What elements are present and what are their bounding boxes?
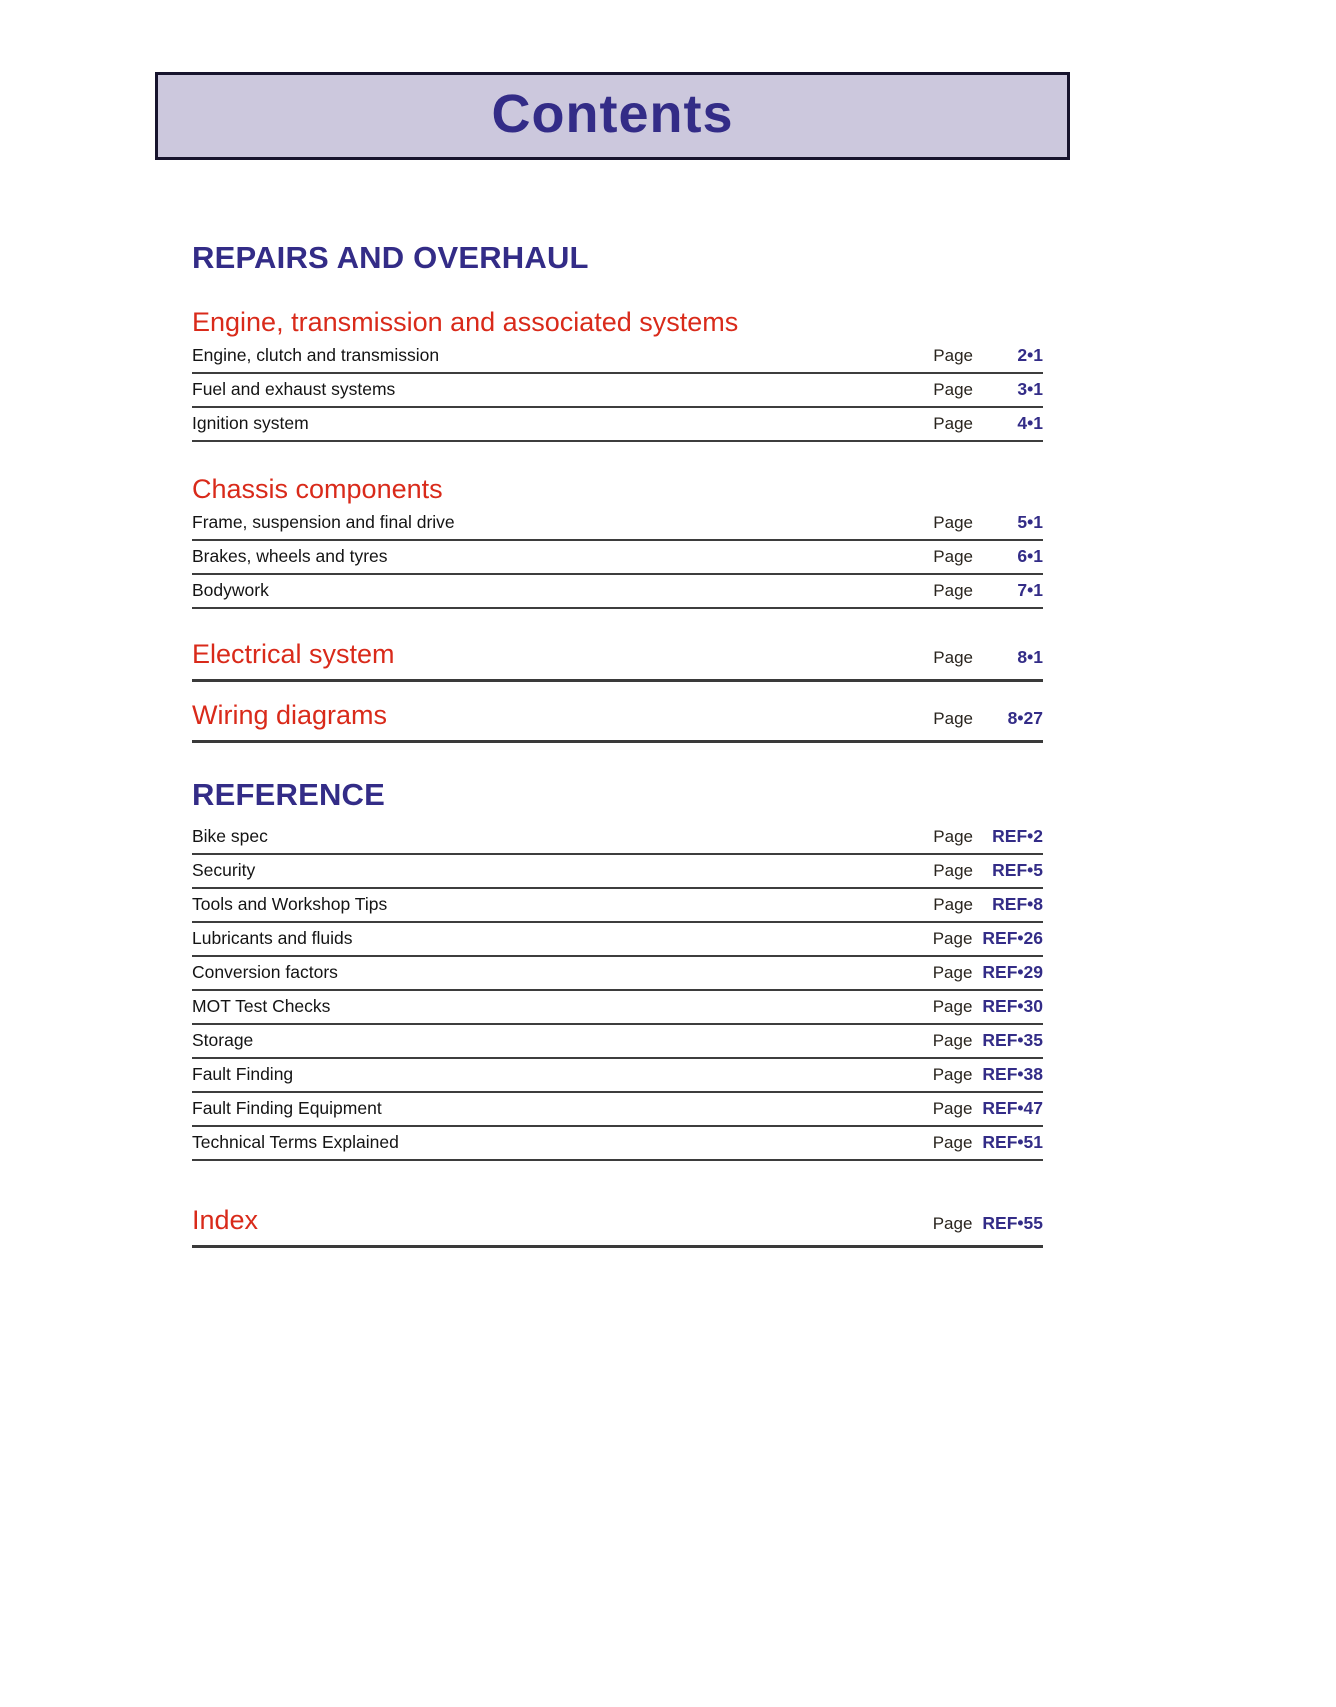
page-ref [933, 894, 1043, 915]
page-word: Page [933, 512, 973, 532]
toc-row [192, 923, 1043, 957]
page-word: Page [932, 963, 973, 983]
page-ref [933, 962, 1043, 983]
page-word: Page [932, 1031, 973, 1051]
toc-item-label: Fuel and exhaust systems [192, 378, 396, 399]
toc-item-label: Conversion factors [192, 962, 338, 983]
page-number: 4•1 [1017, 412, 1043, 433]
toc-row [192, 855, 1043, 889]
toc-row [192, 957, 1043, 991]
page-ref [933, 1132, 1043, 1153]
page-title: Contents [491, 84, 734, 144]
toc-item-label: Tools and Workshop Tips [192, 894, 388, 915]
page-word: Page [933, 546, 973, 566]
toc-row [192, 1093, 1043, 1127]
page-word: Page [932, 1133, 973, 1153]
page-word: Page [933, 708, 973, 728]
toc-item-label: Fault Finding [192, 1064, 294, 1085]
page-word: Page [933, 827, 973, 847]
group-heading-chassis-components: Chassis components [192, 473, 443, 504]
page-word: Page [933, 895, 973, 915]
toc-row [192, 1127, 1043, 1161]
page-word: Page [932, 929, 973, 949]
page-number: 8•27 [1007, 707, 1043, 728]
page-word: Page [933, 413, 973, 433]
page-ref [933, 860, 1043, 881]
toc-section-row-index [192, 1205, 1043, 1248]
section-title-electrical-system: Electrical system [192, 638, 395, 669]
page-word: Page [932, 1065, 973, 1085]
page-number: REF•2 [992, 826, 1043, 847]
page-number: REF•51 [982, 1132, 1043, 1153]
toc-row [192, 507, 1043, 541]
toc-item-label: Bodywork [192, 579, 269, 600]
page-title-box [155, 72, 1070, 160]
group-heading-engine-transmission: Engine, transmission and associated systems [192, 306, 739, 337]
toc-row [192, 575, 1043, 609]
page-ref [933, 580, 1043, 601]
toc-content [192, 242, 1043, 1248]
toc-item-label: Fault Finding Equipment [192, 1098, 382, 1119]
page-ref [933, 1030, 1043, 1051]
page-number: REF•29 [982, 962, 1043, 983]
page-number: REF•5 [992, 860, 1043, 881]
page-ref [933, 1213, 1043, 1234]
page-ref [933, 512, 1043, 533]
page-number: 2•1 [1017, 344, 1043, 365]
page-number: REF•8 [992, 894, 1043, 915]
toc-item-label: Security [192, 860, 256, 881]
page-ref [933, 413, 1043, 434]
page-number: REF•47 [982, 1098, 1043, 1119]
toc-item-label: Technical Terms Explained [192, 1132, 399, 1153]
page-ref [933, 647, 1043, 668]
toc-item-label: Engine, clutch and transmission [192, 344, 440, 365]
toc-row [192, 408, 1043, 442]
page-ref [933, 1098, 1043, 1119]
page-number: 7•1 [1017, 579, 1043, 600]
page-number: REF•26 [982, 928, 1043, 949]
toc-row [192, 991, 1043, 1025]
page-ref [933, 345, 1043, 366]
toc-item-label: Ignition system [192, 412, 309, 433]
toc-item-label: MOT Test Checks [192, 996, 331, 1017]
page-number: 3•1 [1017, 378, 1043, 399]
toc-item-label: Lubricants and fluids [192, 928, 353, 949]
page-ref [933, 928, 1043, 949]
toc-section-row-wiring-diagrams [192, 700, 1043, 743]
heading-reference: REFERENCE [192, 776, 385, 812]
toc-row [192, 821, 1043, 855]
page-word: Page [933, 379, 973, 399]
toc-item-label: Brakes, wheels and tyres [192, 545, 388, 566]
page-number: 8•1 [1017, 646, 1043, 667]
page-number: REF•38 [982, 1064, 1043, 1085]
page-number: REF•30 [982, 996, 1043, 1017]
toc-row [192, 541, 1043, 575]
toc-row [192, 889, 1043, 923]
page-ref [933, 826, 1043, 847]
page-word: Page [933, 861, 973, 881]
toc-item-label: Storage [192, 1030, 254, 1051]
page-ref [933, 1064, 1043, 1085]
section-title-wiring-diagrams: Wiring diagrams [192, 699, 388, 730]
section-title-index: Index [192, 1205, 259, 1236]
page-word: Page [932, 1214, 973, 1234]
toc-group-engine [192, 340, 1043, 442]
page-word: Page [933, 345, 973, 365]
toc-section-row-electrical-system [192, 639, 1043, 682]
toc-group-chassis [192, 507, 1043, 609]
toc-row [192, 340, 1043, 374]
page-number: REF•55 [982, 1213, 1043, 1234]
page-ref [933, 708, 1043, 729]
page-number: 5•1 [1017, 511, 1043, 532]
page-word: Page [933, 580, 973, 600]
page-word: Page [933, 647, 973, 667]
page-word: Page [932, 1099, 973, 1119]
page-ref [933, 996, 1043, 1017]
page-word: Page [932, 997, 973, 1017]
page-ref [933, 379, 1043, 400]
toc-row [192, 1059, 1043, 1093]
toc-group-reference [192, 821, 1043, 1161]
toc-row [192, 1025, 1043, 1059]
toc-item-label: Bike spec [192, 826, 268, 847]
toc-row [192, 374, 1043, 408]
page-number: REF•35 [982, 1030, 1043, 1051]
toc-item-label: Frame, suspension and final drive [192, 511, 455, 532]
page-ref [933, 546, 1043, 567]
heading-repairs-and-overhaul: REPAIRS AND OVERHAUL [192, 240, 589, 275]
page-number: 6•1 [1017, 545, 1043, 566]
